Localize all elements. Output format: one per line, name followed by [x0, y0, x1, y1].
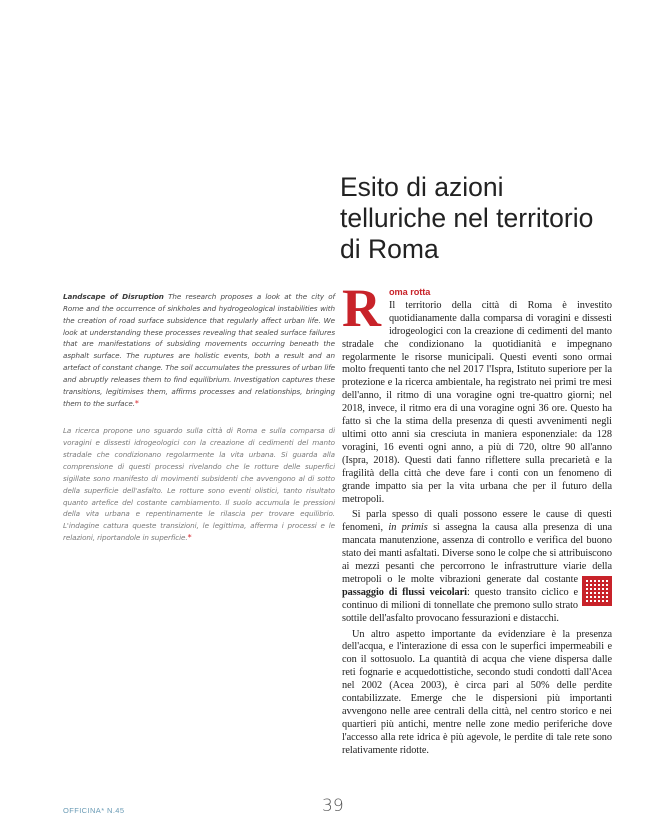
page-number: 39: [322, 796, 344, 816]
title-line-3: di Roma: [340, 234, 439, 264]
star-mark: *: [134, 398, 139, 408]
drop-cap: R: [342, 278, 381, 338]
abstract-english-text: The research proposes a look at the city of Rome and the occurrence of sinkholes and hydrogeological instabilities with the creation of road surface subsidence that regularly affect urban life. We look at understanding these processes revealing that sealed surface failures that are manifestations of subsiding movements occurring beneath the asphalt surface. The ruptures are holistic events, both a result and an artefact of constant change. The soil accumulates the pressures of urban life and abruptly releases them to find equilibrium. Investigation captures these transitions, legitimises them, affirms processes and relationships, bringing them to the surface.: [63, 292, 335, 408]
abstract-english: [63, 291, 335, 409]
title-line-2: telluriche nel territorio: [340, 203, 594, 233]
qr-code-icon[interactable]: [582, 576, 612, 606]
body-paragraph-2: [342, 509, 612, 625]
star-mark: *: [187, 533, 192, 543]
body-paragraph-3: [342, 629, 612, 758]
title-line-1: Esito di azioni: [340, 172, 504, 202]
paragraph-2-text-c: : questo transito ciclico e continuo di milioni di tonnellate che premono sullo strato sottile dell'asfalto provocano fessurazioni e distacchi.: [342, 586, 578, 624]
paragraph-1-text: Il territorio della città di Roma è investito quotidianamente dalla comparsa di voragini e dissesti idrogeologici con la creazione di cedimenti del manto stradale che condizionano la quotidianità e impegnano regolarmente le risorse municipali. Questi eventi sono ormai molto frequenti tanto che nel 2017 l'Ispra, Istituto superiore per la protezione e la ricerca ambientale, ha registrato nei primi tre mesi dell'anno, il ritmo di una voragine ogni tre-quattro giorni; nel 2018, invece, il ritmo era di una voragine ogni 36 ore. Questo ha fatto sì che la stima della presenza di questi avvenimenti negli ultimi otto anni sia cresciuta in maniera esponenziale: da 128 voragini, 16 eventi ogni anno, a più di 720, oltre 90 all'anno (Ispra, 2018). Questi dati fanno riflettere sulla precarietà e la fragilità della città che deve fare i conti con un fenomeno di grande impatto sia per la vita urbana che per il futuro della metropoli.: [342, 299, 612, 505]
abstract-lead: Landscape of Disruption: [63, 292, 164, 301]
abstract-italian: [63, 425, 335, 543]
paragraph-2-text-a: Si parla spesso di quali possono essere le cause di questi fenomeni,: [342, 509, 612, 534]
magazine-issue: OFFICINA* N.45: [63, 806, 125, 815]
abstract-column: [63, 291, 335, 544]
paragraph-2-emphasis: in primis: [388, 522, 428, 534]
body-paragraph-1: [342, 278, 612, 506]
article-body: [342, 278, 612, 761]
article-title: [340, 172, 640, 265]
paragraph-3-text: Un altro aspetto importante da evidenziare è la presenza dell'acqua, e l'interazione di essa con le superfici impermeabili e con il sottosuolo. La quantità di acqua che viene dispersa dalle reti fognarie e acquedottistiche, secondo studi condotti dall'Acea nel 2002 (Acea 2003), è circa pari al 50% delle perdite contabilizzate. Emerge che le dispersioni più importanti avvengono nelle aree centrali della città, nel centro storico e nei quartieri più antichi, mentre nelle zone medio periferiche dove l'accesso alla rete idrica è più agevole, le perdite di tale rete sono relativamente ridotte.: [342, 628, 612, 756]
paragraph-2-text-b: si assegna la causa alla presenza di una mancata manutenzione, assenza di controllo e verifica del buono stato dei manti asfaltati. Diverse sono le colpe che si attribuiscono ai mezzi pesanti che percorrono le infrastrutture viarie della metropoli o le molte vibrazioni generate dal costante: [342, 522, 612, 585]
abstract-italian-text: La ricerca propone uno sguardo sulla città di Roma e sulla comparsa di voragini e dissesti idrogeologici con la creazione di cedimenti del manto stradale che condizionano regolarmente la vita urbana. Si guarda alla comprensione di questi processi rivelando che le rotture delle superfici sigillate sono manifesto di movimenti subsidenti che avvengono al di sotto della superficie dell'asfalto. Le rotture sono eventi olistici, tanto risultato quanto artefice del costante cambiamento. Il suolo accumula le pressioni della vita urbana e repentinamente le rilascia per trovare equilibrio. L'indagine cattura queste transizioni, le legittima, afferma i processi e le relazioni, riportandole in superficie.: [63, 426, 335, 543]
paragraph-2-bold: passaggio di flussi veicolari: [342, 586, 467, 598]
section-kicker: oma rotta: [388, 287, 431, 297]
